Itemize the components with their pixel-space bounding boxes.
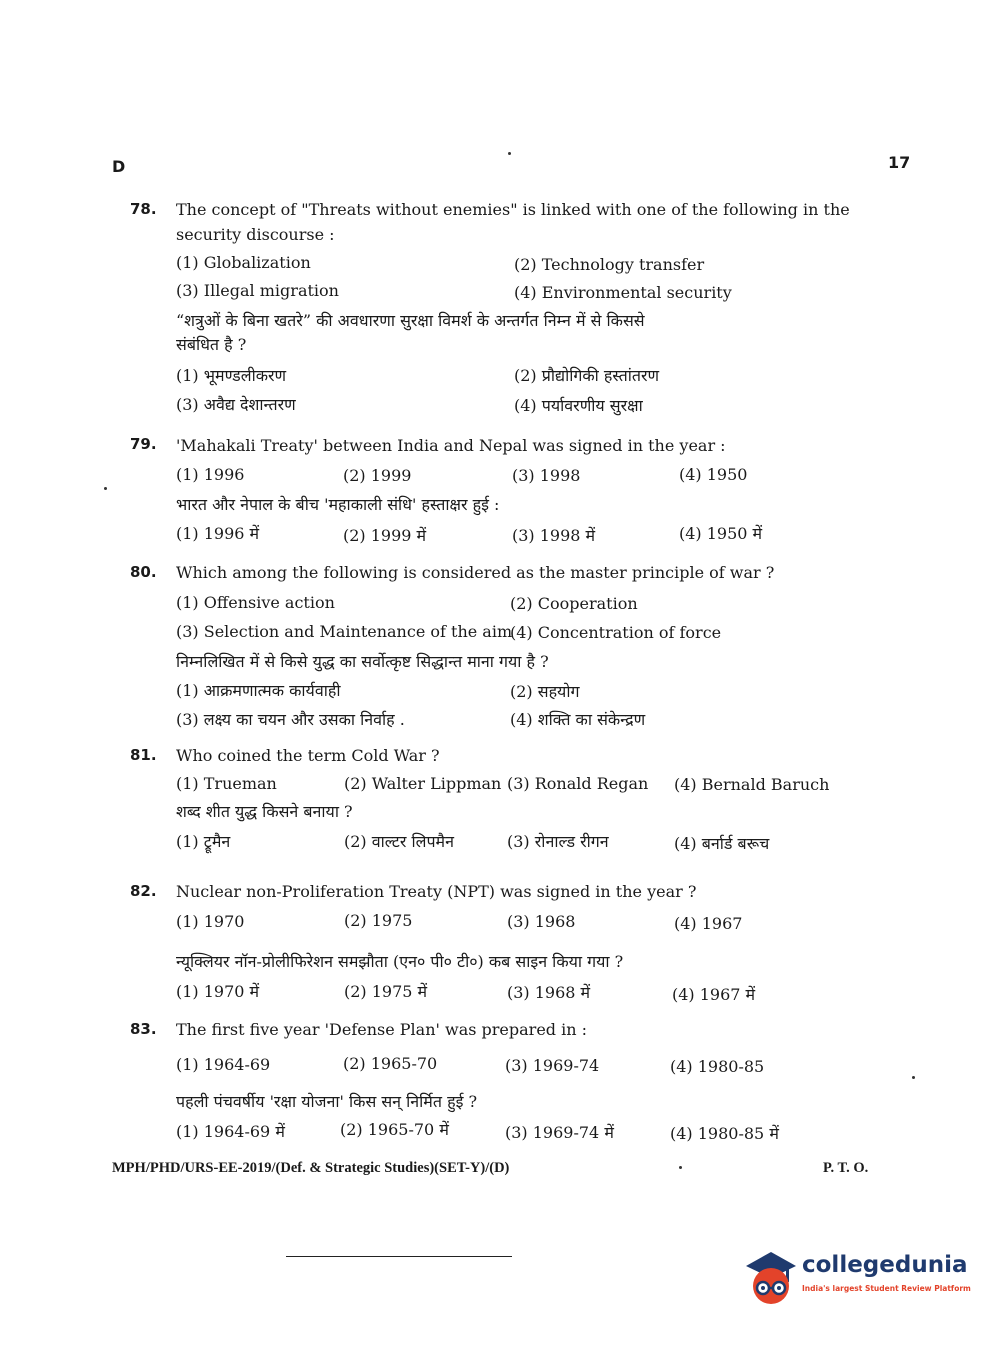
option-hi-3: (3) लक्ष्य का चयन और उसका निर्वाह . bbox=[176, 710, 405, 729]
question-number: 78. bbox=[130, 200, 157, 218]
option-en-3: (3) Illegal migration bbox=[176, 281, 339, 300]
question-number: 79. bbox=[130, 435, 157, 453]
page-number: 17 bbox=[888, 153, 911, 172]
pto-label: P. T. O. bbox=[823, 1160, 869, 1176]
option-en-1: (1) 1996 bbox=[176, 465, 245, 484]
question-text-hi: भारत और नेपाल के बीच 'महाकाली संधि' हस्ताक्षर हुई : bbox=[176, 495, 500, 514]
logo-name: collegedunia bbox=[802, 1252, 968, 1278]
option-hi-4: (4) बर्नार्ड बरूच bbox=[674, 834, 770, 853]
question-text-en: Nuclear non-Proliferation Treaty (NPT) was signed in the year ? bbox=[176, 882, 697, 901]
option-en-2: (2) Walter Lippman bbox=[344, 774, 502, 793]
option-hi-2: (2) 1975 में bbox=[344, 982, 428, 1001]
option-hi-4: (4) 1950 में bbox=[679, 524, 763, 543]
question-text-hi: न्यूक्लियर नॉन-प्रोलीफिरेशन समझौता (एन० पी० टी०) कब साइन किया गया ? bbox=[176, 952, 624, 971]
option-hi-4: (4) पर्यावरणीय सुरक्षा bbox=[514, 396, 643, 415]
footer-code: MPH/PHD/URS-EE-2019/(Def. & Strategic Studies)(SET-Y)/(D) bbox=[112, 1160, 510, 1176]
option-en-2: (2) 1965-70 bbox=[343, 1054, 438, 1073]
question-text-hi: निम्नलिखित में से किसे युद्ध का सर्वोत्कृष्ट सिद्धान्त माना गया है ? bbox=[176, 652, 549, 671]
option-en-1: (1) 1964-69 bbox=[176, 1055, 271, 1074]
set-letter: D bbox=[112, 157, 126, 176]
option-hi-1: (1) 1964-69 में bbox=[176, 1122, 285, 1141]
option-hi-1: (1) आक्रमणात्मक कार्यवाही bbox=[176, 681, 341, 700]
question-text-en: Which among the following is considered as the master principle of war ? bbox=[176, 563, 775, 582]
logo-tagline: India's largest Student Review Platform bbox=[802, 1284, 971, 1293]
question-number: 83. bbox=[130, 1020, 157, 1038]
option-en-2: (2) 1975 bbox=[344, 911, 413, 930]
option-hi-4: (4) शक्ति का संकेन्द्रण bbox=[510, 710, 646, 729]
question-text-en: The concept of "Threats without enemies" is linked with one of the following in the bbox=[176, 200, 850, 219]
option-en-1: (1) Globalization bbox=[176, 253, 311, 272]
option-en-2: (2) Technology transfer bbox=[514, 255, 705, 274]
question-text-en: The first five year 'Defense Plan' was prepared in : bbox=[176, 1020, 588, 1039]
option-hi-2: (2) सहयोग bbox=[510, 682, 580, 701]
question-text-hi-cont: संबंधित है ? bbox=[176, 335, 247, 354]
option-hi-2: (2) 1999 में bbox=[343, 526, 427, 545]
option-en-4: (4) 1950 bbox=[679, 465, 748, 484]
option-hi-2: (2) प्रौद्योगिकी हस्तांतरण bbox=[514, 366, 660, 385]
option-hi-3: (3) 1998 में bbox=[512, 526, 596, 545]
option-en-4: (4) Environmental security bbox=[514, 283, 732, 302]
question-text-en: 'Mahakali Treaty' between India and Nepal was signed in the year : bbox=[176, 436, 726, 455]
option-hi-1: (1) 1996 में bbox=[176, 524, 260, 543]
question-text-hi: शब्द शीत युद्ध किसने बनाया ? bbox=[176, 802, 353, 821]
option-hi-3: (3) 1968 में bbox=[507, 983, 591, 1002]
option-en-1: (1) Trueman bbox=[176, 774, 277, 793]
option-en-1: (1) 1970 bbox=[176, 912, 245, 931]
option-en-3: (3) 1998 bbox=[512, 466, 581, 485]
question-number: 82. bbox=[130, 882, 157, 900]
question-number: 81. bbox=[130, 746, 157, 764]
option-en-4: (4) 1967 bbox=[674, 914, 743, 933]
divider-line bbox=[286, 1256, 512, 1257]
option-hi-4: (4) 1967 में bbox=[672, 985, 756, 1004]
question-text-hi: पहली पंचवर्षीय 'रक्षा योजना' किस सन् निर्मित हुई ? bbox=[176, 1092, 478, 1111]
option-en-4: (4) Bernald Baruch bbox=[674, 775, 830, 794]
option-hi-1: (1) ट्रूमैन bbox=[176, 832, 231, 851]
option-en-2: (2) Cooperation bbox=[510, 594, 638, 613]
option-en-2: (2) 1999 bbox=[343, 466, 412, 485]
option-hi-1: (1) 1970 में bbox=[176, 982, 260, 1001]
option-hi-3: (3) अवैद्य देशान्तरण bbox=[176, 395, 296, 414]
option-en-1: (1) Offensive action bbox=[176, 593, 335, 612]
option-en-3: (3) Selection and Maintenance of the aim bbox=[176, 622, 513, 641]
option-hi-3: (3) रोनाल्ड रीगन bbox=[507, 832, 609, 851]
option-hi-2: (2) वाल्टर लिपमैन bbox=[344, 832, 454, 851]
option-hi-3: (3) 1969-74 में bbox=[505, 1123, 614, 1142]
question-text-en: Who coined the term Cold War ? bbox=[176, 746, 440, 765]
option-hi-1: (1) भूमण्डलीकरण bbox=[176, 366, 287, 385]
logo-mascot-icon bbox=[742, 1248, 800, 1310]
option-en-4: (4) Concentration of force bbox=[510, 623, 722, 642]
option-en-4: (4) 1980-85 bbox=[670, 1057, 765, 1076]
option-en-3: (3) 1968 bbox=[507, 912, 576, 931]
option-en-3: (3) 1969-74 bbox=[505, 1056, 600, 1075]
option-hi-2: (2) 1965-70 में bbox=[340, 1120, 449, 1139]
question-text-hi: “शत्रुओं के बिना खतरे” की अवधारणा सुरक्षा विमर्श के अन्तर्गत निम्न में से किससे bbox=[176, 311, 645, 330]
collegedunia-logo bbox=[742, 1248, 974, 1310]
question-number: 80. bbox=[130, 563, 157, 581]
option-hi-4: (4) 1980-85 में bbox=[670, 1124, 779, 1143]
question-text-en-cont: security discourse : bbox=[176, 225, 335, 244]
option-en-3: (3) Ronald Regan bbox=[507, 774, 649, 793]
